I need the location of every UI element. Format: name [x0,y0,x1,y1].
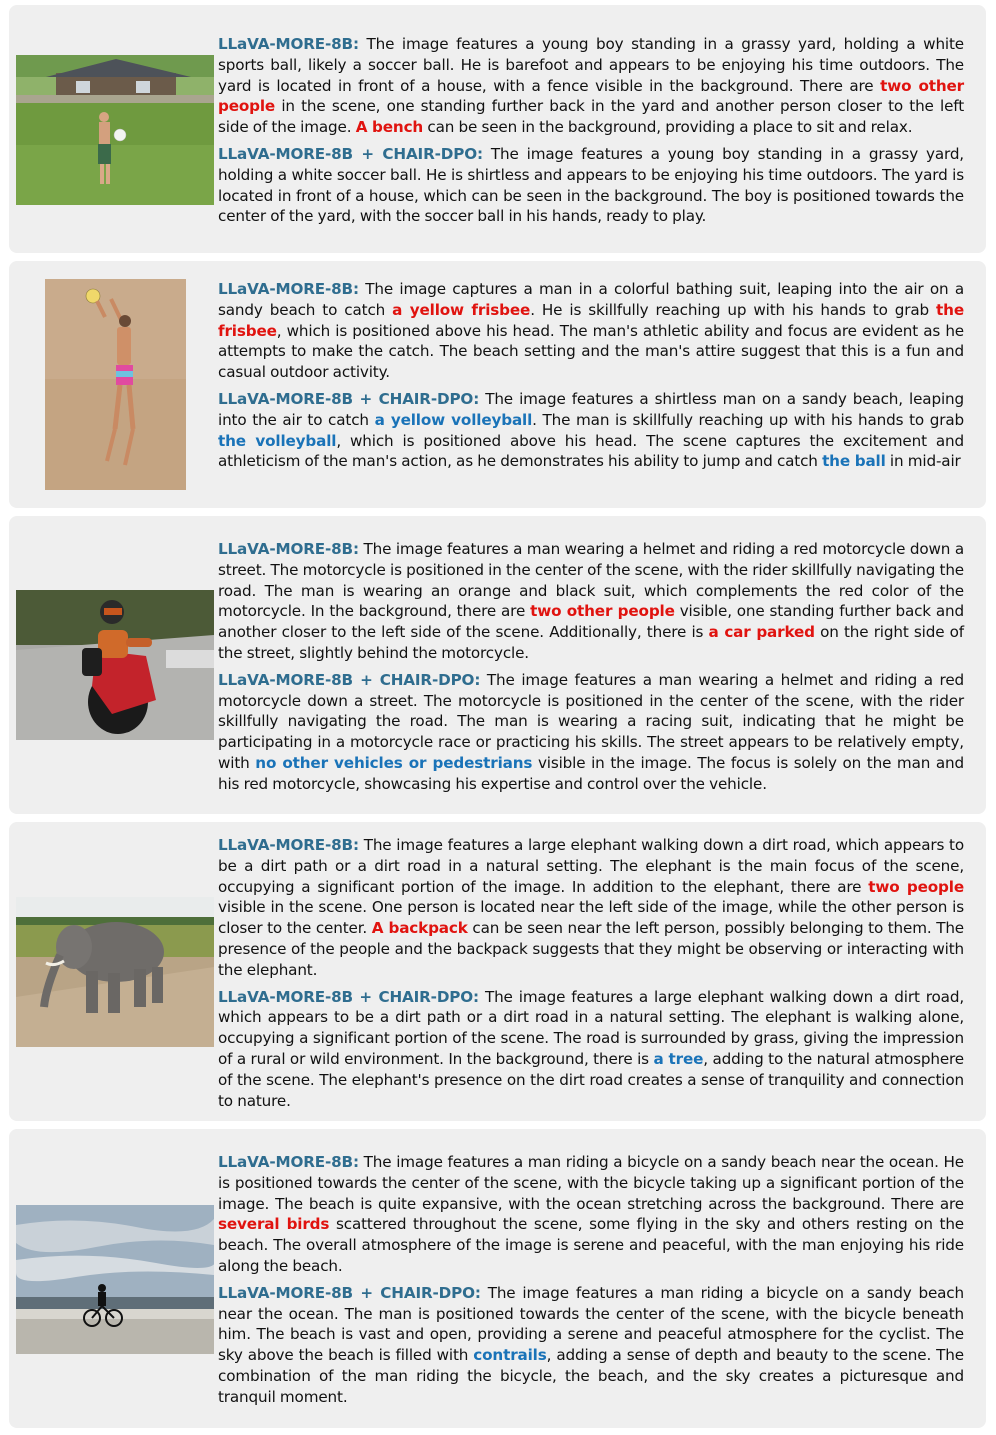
model-label-dpo: LLaVA-MORE-8B + CHAIR-DPO: [218,389,480,408]
caption-text: . The man is skillfully reaching up with his hands to grab [532,410,964,429]
base-caption [218,539,964,664]
base-caption [218,279,964,383]
caption-text: The image features a young boy standing in a grassy yard, holding a white soccer ball. He is shirtless and appears to be enjoying his time outdoors. The yard is located in front of a house, which can be seen in the background. The boy is positioned towards the center of the yard, with the soccer ball in his hands, ready to play. [218,144,964,226]
caption-text: , adding to the natural atmosphere of the scene. The elephant's presence on the dirt road creates a sense of tranquility and connection to nature. [218,1049,964,1110]
dpo-caption [218,144,964,227]
caption-text: , which is positioned above his head. The scene captures the excitement and athleticism of the man's action, as he demonstrates his ability to jump and catch [218,431,964,471]
caption-text: The image captures a man in a colorful bathing suit, leaping into the air on a sandy beach to catch [218,280,964,319]
example-image [16,55,214,205]
hallucinated-phrase: a car parked [708,623,815,642]
caption-text: The image features a large elephant walking down a dirt road, which appears to be a dirt path or a dirt road in a natural setting. The elephant is walking alone, occupying a significant portion of the scene. The road is surrounded by grass, giving the impression of a rural or wild environment. In the background, there is [218,987,964,1068]
hallucinated-phrase: two other people [530,602,675,621]
dpo-caption [218,389,964,472]
base-caption [218,835,964,981]
caption-text: The image features a man wearing a helmet and riding a red motorcycle down a street. The motorcycle is positioned in the center of the scene, with the rider skillfully navigating the road. The man is wearing a racing suit, indicating that he might be participating in a motorcycle race or practicing his skills. The street appears to be relatively empty, with [218,670,964,772]
dpo-caption [218,987,964,1112]
base-caption [218,1152,964,1277]
model-label-base: LLaVA-MORE-8B: [218,35,359,53]
dpo-caption [218,1283,964,1408]
hallucinated-phrase: two other people [218,76,964,116]
correct-phrase: a tree [653,1049,704,1068]
example-image [16,1205,214,1354]
correct-phrase: the volleyball [218,431,337,450]
model-label-base: LLaVA-MORE-8B: [218,540,359,558]
model-label-dpo: LLaVA-MORE-8B + CHAIR-DPO: [218,1283,481,1302]
correct-phrase: a yellow volleyball [374,410,533,429]
hallucinated-phrase: a yellow frisbee [392,300,531,319]
caption-block [218,279,964,478]
caption-text: visible in the scene. One person is located near the left side of the image, while the other person is closer to the center. [218,898,964,938]
caption-block [218,1152,964,1414]
dpo-caption [218,670,964,795]
hallucinated-phrase: the frisbee [218,300,964,340]
example-image [16,897,214,1047]
caption-text: The image features a man riding a bicycle on a sandy beach near the ocean. The man is positioned towards the center of the scene, with the bicycle beneath him. The beach is vast and open, providing a serene and peaceful atmosphere for the cyclist. The sky above the beach is filled with [218,1283,964,1365]
model-label-base: LLaVA-MORE-8B: [218,836,359,854]
caption-text: The image features a man wearing a helmet and riding a red motorcycle down a street. The motorcycle is positioned in the center of the scene, with the rider skillfully navigating the road. The man is wearing an orange and black suit, which complements the red color of the motorcycle. In the background, there are [218,540,964,621]
caption-text: visible in the image. The focus is solely on the man and his red motorcycle, showcasing his expertise and control over the vehicle. [218,753,964,793]
example-image [16,590,214,740]
base-caption [218,34,964,138]
model-label-dpo: LLaVA-MORE-8B + CHAIR-DPO: [218,144,483,163]
caption-text: in the scene, one standing further back in the yard and another person closer to the left side of the image. [218,97,964,137]
hallucinated-phrase: two people [868,877,964,896]
correct-phrase: the ball [822,452,886,471]
caption-text: visible, one standing further back and another closer to the left side of the scene. Additionally, there is [218,602,964,642]
caption-text: , adding a sense of depth and beauty to the scene. The combination of the man riding the bicycle, the beach, and the sky creates a picturesque and tranquil moment. [218,1346,964,1406]
correct-phrase: contrails [473,1346,547,1365]
model-label-dpo: LLaVA-MORE-8B + CHAIR-DPO: [218,670,481,689]
caption-text: on the right side of the street, slightly behind the motorcycle. [218,623,964,662]
model-label-base: LLaVA-MORE-8B: [218,280,359,298]
hallucinated-phrase: A bench [355,118,424,137]
caption-text: can be seen near the left person, possibly belonging to them. The presence of the people and the backpack suggests that they might be observing or interacting with the elephant. [218,919,964,979]
caption-text: scattered throughout the scene, some flying in the sky and others resting on the beach. The overall atmosphere of the image is serene and peaceful, with the man enjoying his ride along the beach. [218,1215,965,1275]
caption-text: The image features a man riding a bicycle on a sandy beach near the ocean. He is positioned towards the center of the scene, with the bicycle taking up a significant portion of the image. The beach is quite expansive, with the ocean stretching across the background. There are [218,1153,964,1213]
example-image [45,279,186,490]
caption-text: The image features a large elephant walking down a dirt road, which appears to be a dirt path or a dirt road in a natural setting. The elephant is the main focus of the scene, occupying a significant portion of the image. In addition to the elephant, there are [218,836,964,896]
hallucinated-phrase: several birds [218,1215,330,1234]
model-label-base: LLaVA-MORE-8B: [218,1153,359,1171]
caption-block [218,835,964,1117]
model-label-dpo: LLaVA-MORE-8B + CHAIR-DPO: [218,987,479,1006]
hallucinated-phrase: A backpack [371,919,468,938]
caption-block [218,539,964,801]
caption-text: , which is positioned above his head. The man's athletic ability and focus are evident as he attempts to make the catch. The beach setting and the man's attire suggest that this is a fun and casual outdoor activity. [218,321,964,382]
caption-text: The image features a shirtless man on a sandy beach, leaping into the air to catch [218,389,964,429]
correct-phrase: no other vehicles or pedestrians [255,753,533,772]
caption-text: . He is skillfully reaching up with his hands to grab [530,300,937,319]
caption-text: The image features a young boy standing in a grassy yard, holding a white sports ball, likely a soccer ball. He is barefoot and appears to be enjoying his time outdoors. The yard is located in front of a house, with a fence visible in the background. There are [218,35,964,95]
caption-text: can be seen in the background, providing a place to sit and relax. [423,118,913,137]
caption-block [218,34,964,233]
caption-text: in mid-air [885,452,961,471]
